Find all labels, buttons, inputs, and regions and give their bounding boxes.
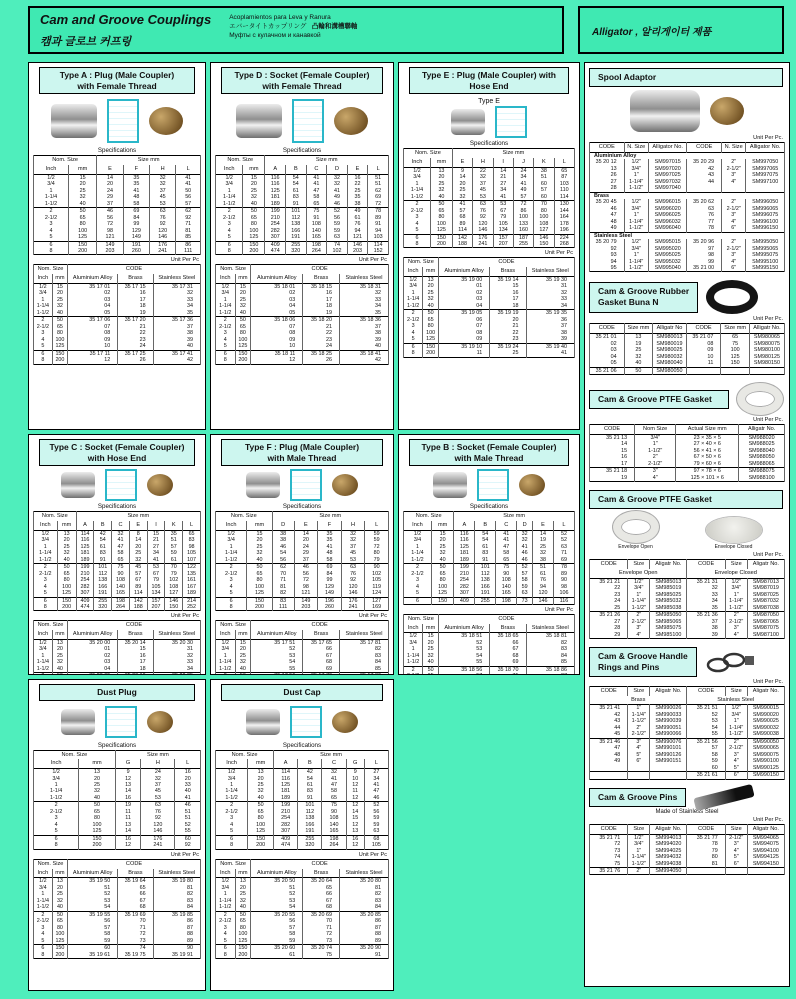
dimension-drawing-icon bbox=[107, 99, 139, 143]
title-spanish: Acoplamientos para Leva y Ranura bbox=[229, 14, 331, 21]
dimension-drawing-icon bbox=[292, 99, 324, 143]
product-images bbox=[589, 90, 785, 132]
dimension-drawing-icon bbox=[290, 706, 322, 738]
unit-label: Unit Per Pc bbox=[170, 851, 199, 858]
dimension-drawing-icon bbox=[495, 106, 527, 138]
code-table: Nom. Size CODE Inch mm Aluminium Alloy Brass Stainless Steel 1/2 15 35 18 01 35 18 15 35 18 31 3/4 20 02 16 32 1 25 03 17 33 1-1/4 32 04 18 34 1-1/2 40 05 19 35 2 50 35 18 06 35 18 20 35 18 36 2-1/2 65 07 21 37 3 80 08 22 38 4 100 09 23 39 5 125 10 24 40 6 150 35 18 11 35 18 25 35 18 41 8 200 12 26 42 bbox=[215, 264, 389, 364]
unit-label: Unit Per Pc. bbox=[753, 679, 783, 686]
dimension-drawing-icon bbox=[105, 706, 137, 738]
spec-table: Nom. Size Size mm Inch mm A B C G L 1/2 13 114 42 32 9 27 3/4 20 116 54 41 10 34 1 25 125 61 47 12 41 1-1/4 32 181 83 58 11 47 1-1/2 40 189 91 65 12 46 2 50 199 101 75 12 52 2-1/2 65 210 112 90 14 56 3 80 254 138 108 15 59 4 100 282 166 140 12 59 5 125 307 191 165 13 63 6 150 409 255 198 16 68 8 200 474 320 264 12 105 bbox=[215, 750, 389, 850]
section-pins bbox=[589, 786, 785, 876]
product-images bbox=[403, 469, 575, 501]
section-title: Cam & Groove Rubber Gasket Buna N bbox=[589, 282, 698, 312]
buna-table: CODE Size mm Alligatr No CODE Size mm Alligatr No. 35 21 01 13 SM980013 35 21 07 65 SM980065 02 19 SM980019 08 75 SM980075 03 25 SM980025 09 100 SM980100 04 32 SM980032 10 125 SM980125 05 40 SM980040 11 150 SM980150 35 21 06 50 SM980050 bbox=[589, 323, 785, 375]
product-images bbox=[403, 106, 575, 138]
spec-table: Nom. Size Size mm Inch mm A B C D E L 1/2 15 116 54 41 32 16 51 3/4 20 116 54 41 32 22 51 1 25 125 61 47 41 25 62 1-1/4 32 181 83 58 49 35 69 1-1/2 40 189 91 65 46 38 72 2 50 199 101 75 52 49 78 2-1/2 65 210 112 91 56 61 89 3 80 254 138 108 59 76 91 4 100 282 166 140 59 94 94 5 125 307 191 165 63 121 103 6 150 409 255 198 74 146 114 8 200 474 320 264 102 203 152 bbox=[215, 155, 389, 255]
brass-coupler-photo-icon bbox=[332, 711, 358, 733]
brass-coupler-photo-icon bbox=[334, 107, 368, 135]
code-table: Nom. Size CODE Inch mm Aluminium Alloy Brass Stainless Steel 1/2 13 35 19 50 35 19 64 35 19 80 3/4 20 51 65 81 1 25 52 66 82 1-1/4 32 53 67 83 1-1/2 40 54 68 84 2 50 35 19 55 35 19 69 35 19 85 2-1/2 65 56 70 86 3 80 57 71 87 4 100 58 72 88 5 125 59 73 89 6 150 60 74 90 8 200 35 19 61 35 19 75 35 19 91 bbox=[33, 859, 201, 959]
section-title: Type B : Socket (Female Coupler) with Male Thread bbox=[409, 439, 569, 466]
product-images bbox=[33, 469, 201, 501]
spec-table: Nom. Size Size mm Inch mm A B C E I K L 1/2 13 114 42 32 8 15 35 65 3/4 20 116 54 41 14 21 51 83 1 25 125 61 47 20 27 57 98 1-1/4 32 181 83 58 25 34 59 105 1-1/2 40 189 91 65 32 41 61 107 2 50 199 101 75 45 53 70 122 2-1/2 65 210 112 90 57 67 79 135 3 80 254 138 108 67 79 102 161 4 100 282 166 140 89 105 108 167 5 125 307 191 165 114 134 127 189 6 150 409 255 198 142 157 146 214 8 200 474 320 264 188 207 150 252 bbox=[33, 511, 201, 611]
dimension-drawing-icon bbox=[105, 469, 137, 501]
section-title: Spool Adaptor bbox=[589, 68, 783, 87]
brass-coupler-photo-icon bbox=[147, 474, 173, 496]
code-table: Nom. Size CODE Inch mm Aluminium Alloy Brass Stainless Steel 1/2 15 35 18 51 35 18 65 35 18 81 3/4 20 52 66 82 1 25 53 67 83 1-1/4 32 54 68 84 1-1/2 40 55 69 85 2 50 35 18 56 35 18 70 35 18 86 bbox=[403, 614, 575, 675]
ptfe-gasket-photo-icon bbox=[737, 383, 783, 415]
handle-table: CODE Size Aligatr No. CODE Size Aligatr No. Brass Stainless Steel 35 21 41 1" SM990026 35 21 51 1/2" SM990015 42 1-1/4" SM990033 52 3/4" SM990020 43 1-1/2" SM990039 53 1" SM990025 44 2" SM990051 54 1-1/4" SM990032 45 2-1/2" SM990066 55 1-1/2" SM990038 35 21 46 3" SM990076 35 21 56 2" SM990050 47 4" SM990101 57 2-1/2" SM990065 48 5" SM990126 58 3" SM990075 49 6" SM990151 59 4" SM990100 60 5" SM990125 35 21 61 6" SM990150 bbox=[589, 686, 785, 780]
section-dust-cap bbox=[210, 679, 394, 991]
alligator-title: Alligator , 알리게이터 제품 bbox=[592, 26, 712, 38]
product-images bbox=[33, 99, 201, 143]
section-title: Cam & Groove Pins bbox=[589, 788, 686, 807]
coupler-photo-icon bbox=[433, 472, 467, 498]
code-table: Nom. Size CODE Inch mm Aluminium Alloy Brass Stainless Steel 1/2 13 35 20 50 35 20 64 35 20 80 3/4 20 51 65 81 1 25 52 66 82 1-1/4 32 53 67 83 1-1/2 40 54 68 84 2 50 35 20 55 35 20 69 35 20 85 2-1/2 65 56 70 86 3 80 57 71 87 4 100 58 72 88 5 125 59 73 89 6 150 35 20 60 35 20 74 35 20 90 8 200 61 75 91 bbox=[215, 859, 389, 959]
section-title: Type D : Socket (Female Coupler) with Female Thread bbox=[221, 67, 383, 94]
code-table: Nom. Size CODE Inch mm Aluminium Alloy Brass Stainless Steel 1/2 13 35 20 00 35 20 14 35 20 30 3/4 20 01 15 31 1 25 02 16 32 1-1/4 32 03 17 33 1-1/2 40 04 18 34 bbox=[33, 620, 201, 675]
coupler-photo-icon bbox=[51, 104, 97, 138]
handle-ring-photo-icon bbox=[705, 651, 757, 673]
section-dust-plug bbox=[28, 679, 206, 991]
spec-caption: Specifications bbox=[469, 503, 509, 511]
dimension-drawing-icon bbox=[290, 469, 322, 501]
envelope-open-caption: Envelope Open bbox=[618, 544, 653, 551]
spec-table: Nom. Size Size mm Inch mm E F H L 1/2 15 14 35 32 41 3/4 20 20 35 32 41 1 25 24 41 37 50 1-1/4 32 29 48 45 56 1-1/2 40 37 58 53 57 2 50 46 69 63 62 2-1/2 65 56 84 76 92 3 80 72 99 92 71 4 100 98 129 120 81 5 125 121 149 146 85 6 150 149 191 176 86 8 200 203 260 241 111 bbox=[33, 155, 201, 255]
spec-table: Nom. Size Size mm Inch mm G H L 1/2 13 9 24 16 3/4 20 12 32 20 1 25 13 37 33 1-1/4 32 14 45 40 1-1/2 40 16 53 41 2 50 19 63 46 2-1/2 65 11 76 51 3 80 11 92 51 4 100 13 120 52 5 125 14 146 55 6 150 16 176 60 8 200 12 241 92 bbox=[33, 750, 201, 850]
section-type-b bbox=[398, 434, 580, 675]
section-ptfe-gasket-1 bbox=[589, 381, 785, 482]
product-images bbox=[215, 706, 389, 738]
brass-adaptor-photo-icon bbox=[710, 97, 744, 125]
section-type-c bbox=[28, 434, 206, 675]
section-title: Cam & Groove PTFE Gasket bbox=[589, 490, 783, 509]
ptfe2-table: CODE Size Aligatr No. CODE Size Aligatr No. Envelope Open Envelope Closed 35 21 21 1/2" SM985013 35 21 31 1/2" SM987013 22 3/4" SM985019 32 3/4" SM987019 23 1" SM985025 33 1" SM987025 24 1-1/4" SM985032 34 1-1/4" SM987032 25 1-1/2" SM985038 35 1-1/2" SM987038 35 21 26 2" SM985050 35 21 36 2" SM987050 27 2-1/2" SM985065 37 2-1/2" SM987065 28 3" SM985075 38 3" SM987075 29 4" SM985100 39 4" SM987100 bbox=[589, 559, 785, 639]
pin-photo-icon bbox=[694, 784, 755, 811]
spec-table: Nom. Size Size mm Inch mm D E F H L 1/2 15 38 14 35 32 59 3/4 20 38 20 35 32 59 1 25 46 24 41 37 72 1-1/4 32 54 29 48 45 80 1-1/2 40 56 37 58 53 79 2 50 62 46 69 63 90 2-1/2 65 70 56 84 76 102 3 80 71 72 99 92 105 4 100 81 98 129 120 119 5 125 82 121 149 146 124 6 150 83 149 196 176 127 8 200 111 203 260 241 169 bbox=[215, 511, 389, 611]
header-main-box bbox=[28, 6, 564, 54]
spec-caption: Specifications bbox=[282, 503, 322, 511]
spec-table: Nom. Size Size mm Inch mm E H I J K L 1/2 13 9 22 14 24 38 65 3/4 20 14 32 21 34 51 87 1 25 20 37 27 41 60 103 1-1/4 32 25 45 34 49 57 110 1-1/2 40 32 53 41 57 60 114 2 50 41 63 53 72 70 130 2-1/2 65 57 76 67 86 80 144 3 80 68 92 79 100 100 164 4 100 89 120 105 133 108 178 5 125 114 146 134 160 127 196 6 150 142 176 157 187 146 224 8 200 188 241 207 255 150 268 bbox=[403, 148, 575, 248]
product-images bbox=[215, 469, 389, 501]
coupler-photo-icon bbox=[451, 109, 485, 135]
spec-caption: Specifications bbox=[97, 147, 137, 155]
coupler-photo-icon bbox=[61, 709, 95, 735]
column-3 bbox=[398, 62, 580, 675]
section-type-f bbox=[210, 434, 394, 675]
unit-label: Unit Per Pc. bbox=[753, 552, 783, 559]
brass-coupler-photo-icon bbox=[332, 474, 358, 496]
spool-adaptor-photo-icon bbox=[630, 90, 700, 132]
pins-subtitle: Made of Stainless Steel bbox=[655, 808, 719, 815]
section-ptfe-gasket-2 bbox=[589, 488, 785, 639]
spec-table: Nom. Size Size mm Inch mm A B C D E L 1/2 15 116 54 41 32 14 52 3/4 20 116 54 41 32 19 52 1 25 125 61 47 41 25 63 1-1/4 32 181 83 58 46 32 71 1-1/2 40 189 91 65 46 38 69 2 50 199 101 75 52 51 78 2-1/2 65 210 112 90 57 61 89 3 80 254 138 108 58 76 90 4 100 282 166 140 59 94 98 5 125 307 191 165 63 120 106 6 150 409 255 198 73 146 116 bbox=[403, 511, 575, 605]
spec-caption: Specifications bbox=[282, 147, 322, 155]
section-title: Dust Cap bbox=[221, 684, 383, 701]
section-title: Type A : Plug (Male Coupler) with Female Thread bbox=[39, 67, 195, 94]
envelope-images bbox=[589, 511, 785, 550]
spec-caption: Specifications bbox=[97, 503, 137, 511]
unit-label: Unit Per Pc bbox=[358, 257, 387, 264]
spec-caption: Specifications bbox=[282, 741, 322, 749]
coupler-photo-icon bbox=[246, 472, 280, 498]
alligator-panel bbox=[584, 62, 790, 987]
code-table: Nom. Size CODE Inch mm Aluminium Alloy Brass Stainless Steel 1/2 13 35 19 00 35 19 14 35 19 30 3/4 20 01 15 31 1 25 02 16 32 1-1/4 32 03 17 33 1-1/2 40 04 18 34 2 50 35 19 05 35 19 19 35 19 35 2-1/2 65 06 20 36 3 80 07 21 37 4 100 08 22 38 5 125 09 23 39 6 150 35 19 10 35 19 24 35 19 40 8 200 11 25 41 bbox=[403, 257, 575, 357]
code-table: Nom. Size CODE Inch mm Aluminium Alloy Brass Stainless Steel 1/2 15 35 17 01 35 17 15 35 17 31 3/4 20 02 16 32 1 25 03 17 33 1-1/4 32 04 18 34 1-1/2 40 05 19 35 2 50 35 17 06 35 17 20 35 17 36 2-1/2 65 07 21 37 3 80 08 22 38 4 100 09 23 39 5 125 10 24 40 6 150 35 17 11 35 17 25 35 17 41 8 200 12 26 42 bbox=[33, 264, 201, 364]
rubber-gasket-photo-icon bbox=[706, 280, 758, 314]
unit-label: Unit Per Pc bbox=[358, 613, 387, 620]
envelope-closed-photo-icon bbox=[706, 517, 762, 543]
spec-caption: Specifications bbox=[97, 741, 137, 749]
section-title: Cam & Groove PTFE Gasket bbox=[589, 390, 729, 409]
unit-label: Unit Per Pc bbox=[544, 606, 573, 613]
coupler-photo-icon bbox=[246, 709, 280, 735]
unit-label: Unit Per Pc bbox=[358, 851, 387, 858]
section-title: Dust Plug bbox=[39, 684, 195, 701]
page-title: Cam and Groove Couplings bbox=[40, 12, 212, 27]
unit-label: Unit Per Pc bbox=[170, 613, 199, 620]
unit-label: Unit Per Pc. bbox=[753, 816, 783, 823]
code-table: Nom. Size CODE Inch mm Aluminium Alloy Brass Stainless Steel 1/2 15 35 17 51 35 17 65 35 17 81 3/4 20 52 66 82 1 25 53 67 83 1-1/4 32 54 68 84 1-1/2 40 55 69 85 bbox=[215, 620, 389, 675]
title-japanese-chinese: エバータイトカップリング 凸輪和溝槽聯軸 bbox=[229, 22, 358, 30]
unit-label: Unit Per Pc. bbox=[753, 417, 783, 424]
header-titles bbox=[40, 12, 211, 48]
section-title: Type C : Socket (Female Coupler) with Hose End bbox=[39, 439, 195, 466]
section-title: Cam & Groove Handle Rings and Pins bbox=[589, 647, 697, 677]
section-rubber-gasket bbox=[589, 278, 785, 375]
dimension-drawing-icon bbox=[477, 469, 509, 501]
brass-coupler-photo-icon bbox=[147, 711, 173, 733]
ptfe1-table: CODE Nom Size Actual Size mm Alligatr No. 35 21 13 3/4" 23 × 35 × 5 SM988020 14 1" 27 × 40 × 6 SM988025 15 1-1/2" 56 × 41 × 6 SM988040 16 2" 67 × 50 × 6 SM988050 17 2-1/2" 79 × 60 × 6 SM988065 35 21 18 3" 97 × 78 × 6 SM988075 19 4" 125 × 101 × 6 SM988100 bbox=[589, 424, 785, 482]
pins-table: CODE Size Aligatr No. CODE Size Aligatr No. 35 21 71 1/2" SM994013 35 21 77 2-1/2" SM994065 72 3/4" SM994020 78 3" SM994075 73 1" SM994025 79 4" SM994100 74 1-1/4" SM994032 80 5" SM994125 75 1-1/2" SM994038 81 6" SM994150 35 21 76 2" SM994050 bbox=[589, 824, 785, 876]
section-title: Type F : Plug (Male Coupler) with Male Thread bbox=[221, 439, 383, 466]
section-type-a bbox=[28, 62, 206, 430]
header-right-box bbox=[578, 6, 784, 54]
unit-label: Unit Per Pc. bbox=[753, 316, 783, 323]
title-russian: Муфты с кулачном и канавкой bbox=[229, 31, 321, 39]
brass-coupler-photo-icon bbox=[519, 474, 545, 496]
type-e-label: Type E bbox=[478, 98, 500, 106]
coupler-photo-icon bbox=[61, 472, 95, 498]
page-title-korean: 캠과 글로브 커프링 bbox=[40, 35, 132, 48]
unit-label: Unit Per Pc bbox=[170, 257, 199, 264]
unit-label: Unit Per Pc. bbox=[753, 135, 783, 142]
page-header bbox=[28, 6, 790, 54]
product-images bbox=[33, 706, 201, 738]
coupler-photo-icon bbox=[236, 104, 282, 138]
section-title: Type E : Plug (Male Coupler) with Hose End bbox=[409, 67, 569, 94]
spec-caption: Specifications bbox=[469, 140, 509, 148]
unit-label: Unit Per Pc bbox=[544, 250, 573, 257]
brass-coupler-photo-icon bbox=[149, 107, 183, 135]
column-2 bbox=[210, 62, 394, 991]
envelope-closed-caption: Envelope Closed bbox=[714, 544, 753, 551]
column-4 bbox=[584, 62, 790, 987]
section-type-d bbox=[210, 62, 394, 430]
column-1 bbox=[28, 62, 206, 991]
product-images bbox=[215, 99, 389, 143]
envelope-open-photo-icon bbox=[613, 511, 659, 543]
section-type-e bbox=[398, 62, 580, 430]
section-handle-rings bbox=[589, 645, 785, 780]
spool-table: CODE N. Size Alligator No. CODE N. Size Alligator No. Aluminium Alloy 35 20 12 1/2" SM997015 35 20 29 2" SM997050 13 3/4" SM997020 42 2-1/2" SM997065 26 1" SM997025 43 3" SM997075 27 1-1/4" SM997032 44 4" SM997100 28 1-1/2" SM997040 Brass 35 20 45 1/2" SM996015 35 20 62 2" SM996050 46 3/4" SM996020 63 2-1/2" SM996065 47 1" SM996025 76 3" SM996075 48 1-1/4" SM996032 77 4" SM996100 49 1-1/2" SM996040 78 6" SM996150 Stainless Steel 35 20 79 1/2" SM995015 35 20 96 2" SM995050 92 3/4" SM995020 97 2-1/2" SM995065 93 1" SM995025 98 3" SM995075 94 1-1/4" SM995032 99 4" SM995100 95 1-1/2" SM995040 35 21 00 6" SM995150 bbox=[589, 142, 785, 272]
header-translations bbox=[229, 12, 357, 48]
section-spool-adaptor bbox=[589, 66, 785, 272]
